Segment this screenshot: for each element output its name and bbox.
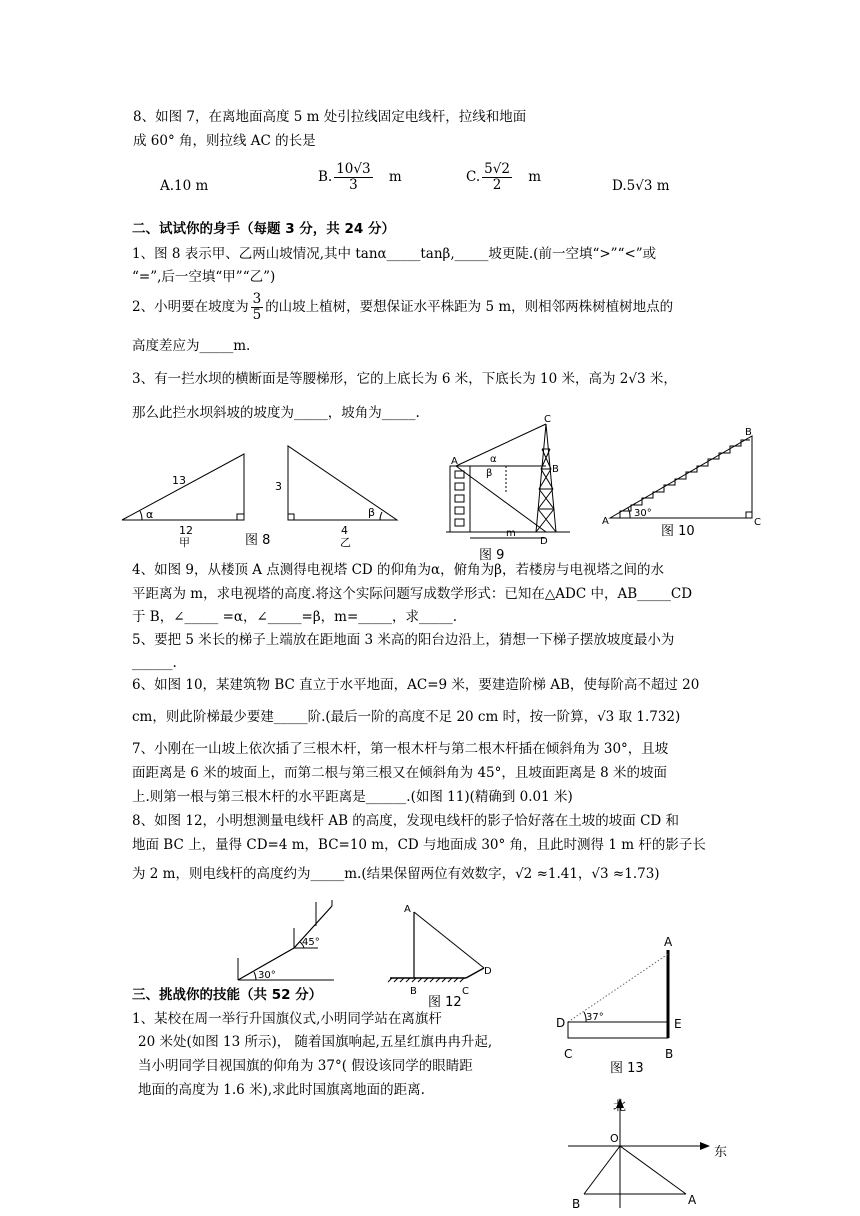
fig12-C: C [462, 986, 469, 997]
figure-compass [560, 1090, 740, 1210]
s2-q4-line-2: 平距离为 m，求电视塔的高度.将这个实际问题写成数学形式：已知在△ADC 中，AB_____CD [132, 586, 693, 602]
s2-q1-line-1: 1、图 8 表示甲、乙两山坡情况,其中 tanα_____tanβ,_____坡更陡.(前一空填“>”“<”或 [132, 246, 657, 262]
fig8-label-yi: 乙 [340, 536, 351, 549]
s2-q7-line-3: 上.则第一根与第三根木杆的水平距离是______.(如图 11)(精确到 0.01 米) [132, 789, 573, 805]
fig8-label-13: 13 [172, 474, 186, 487]
s2-q8-line-2: 地面 BC 上，量得 CD=4 m，BC=10 m，CD 与地面成 30° 角，且此时测得 1 m 杆的影子长 [132, 837, 706, 853]
s2-q8-line-3: 为 2 m，则电线杆的高度约为_____m.(结果保留两位有效数字，√2 ≈1.41，√3 ≈1.73) [132, 866, 660, 882]
fig9-B: B [552, 464, 559, 475]
s3-q1-line-2: 20 米处(如图 13 所示)， 随着国旗响起,五星红旗冉冉升起, [138, 1034, 493, 1050]
figure-11 [234, 898, 354, 986]
s2-q6-line-1: 6、如图 10，某建筑物 BC 直立于水平地面，AC=9 米，要建造阶梯 AB，使每阶高不超过 20 [132, 677, 700, 693]
fig8-triangle-yi [288, 446, 397, 520]
s2-q5-line-1: 5、要把 5 米长的梯子上端放在距地面 3 米高的阳台边沿上，猜想一下梯子摆放坡度最小为 [132, 632, 675, 648]
s2-q7-line-2: 面距离是 6 米的坡面上，而第二根与第三根又在倾斜角为 45°，且坡面距离是 8 米的坡面 [132, 765, 668, 781]
fig10-B: B [745, 427, 752, 438]
fig9-D: D [540, 536, 548, 547]
fig12-B: B [410, 986, 417, 997]
fig9-C: C [544, 414, 551, 425]
fig13-C: C [564, 1047, 573, 1061]
fig9-beta: β [486, 468, 493, 479]
compass-east: 东 [714, 1145, 728, 1160]
fig9-A: A [451, 456, 458, 467]
fig8-label-jia: 甲 [179, 536, 190, 549]
fig13-E: E [674, 1017, 682, 1031]
s2-q4-line-1: 4、如图 9，从楼顶 A 点测得电视塔 CD 的仰角为α，俯角为β，若楼房与电视塔之间的水 [132, 562, 664, 578]
s3-q1-line-4: 地面的高度为 1.6 米),求此时国旗离地面的距离. [138, 1082, 425, 1098]
fig8-label-4: 4 [341, 524, 348, 537]
fig10-C: C [754, 517, 761, 528]
fig12-caption: 图 12 [428, 995, 462, 1010]
q8-line-1: 8、如图 7，在离地面高度 5 m 处引拉线固定电线杆，拉线和地面 [133, 109, 527, 125]
q8-line-2: 成 60° 角，则拉线 AC 的长是 [133, 133, 316, 149]
s2-q2-line-1: 2、小明要在坡度为 $\frac{3}{5}$ 的山坡上植树，要想保证水平株距为 5 m，则相邻两株树植树地点的 [132, 291, 674, 323]
fig10-stairs [620, 440, 750, 518]
fig13-A: A [664, 935, 673, 949]
s2-q7-line-1: 7、小刚在一山坡上依次插了三根木杆，第一根木杆与第二根木杆插在倾斜角为 30°，且坡 [132, 741, 669, 757]
q8-option-d: D.5√3 m [612, 178, 670, 194]
fig11-45: 45° [302, 937, 320, 948]
section3-heading: 三、挑战你的技能（共 52 分） [132, 987, 323, 1003]
compass-B: B [572, 1197, 581, 1210]
fig13-angle: 37° [586, 1012, 604, 1023]
q8-option-c: C. $\frac{5√2}{2}$ m [466, 161, 542, 193]
fig10-angle: 30° [634, 508, 652, 519]
compass-A: A [688, 1193, 697, 1207]
fig12-D: D [484, 966, 492, 977]
s2-q5-line-2: ______. [132, 655, 177, 671]
s2-q4-line-3: 于 B，∠_____ =α，∠_____=β，m=_____，求_____. [132, 609, 458, 625]
s3-q1-line-1: 1、某校在周一举行升国旗仪式,小明同学站在离旗杆 [132, 1011, 442, 1027]
fig9-m: m [506, 528, 516, 539]
fig9-building [450, 466, 470, 532]
fig8-caption: 图 8 [245, 533, 271, 548]
s3-q1-line-3: 当小明同学目视国旗的仰角为 37°( 假设该同学的眼睛距 [138, 1058, 473, 1074]
fig9-alpha: α [490, 454, 497, 465]
s2-q2-line-2: 高度差应为_____m. [132, 338, 251, 354]
fig10-A: A [602, 516, 609, 527]
figure-9 [446, 414, 576, 564]
figure-13 [554, 934, 704, 1076]
fig8-triangle-jia [122, 454, 244, 520]
fig8-label-3: 3 [275, 480, 282, 493]
fig8-beta: β [368, 506, 376, 519]
fig12-A: A [404, 904, 411, 915]
q8-option-a: A.10 m [160, 178, 209, 194]
q8-option-b: B. $\frac{10√3}{3}$ m [318, 161, 402, 193]
figure-8 [118, 440, 418, 550]
fig10-caption: 图 10 [661, 524, 695, 539]
fig8-alpha: α [146, 508, 154, 521]
section2-heading: 二、试试你的身手（每题 3 分，共 24 分） [132, 221, 395, 237]
s2-q6-line-2: cm，则此阶梯最少要建_____阶.(最后一阶的高度不足 20 cm 时，按一阶算，√3 取 1.732) [132, 709, 681, 725]
fig11-30: 30° [258, 970, 276, 981]
s2-q3-line-2: 那么此拦水坝斜坡的坡度为_____，坡角为_____. [132, 405, 420, 421]
s2-q3-line-1: 3、有一拦水坝的横断面是等腰梯形，它的上底长为 6 米，下底长为 10 米，高为 2√3 米， [132, 371, 677, 387]
fig9-caption: 图 9 [479, 548, 505, 563]
fig13-caption: 图 13 [610, 1061, 644, 1076]
fig13-sightline [568, 954, 668, 1022]
figure-12 [386, 898, 502, 1010]
s2-q8-line-1: 8、如图 12，小明想测量电线杆 AB 的高度，发现电线杆的影子恰好落在土坡的坡面 CD 和 [132, 813, 680, 829]
fig8-label-12: 12 [179, 524, 193, 537]
compass-O: O [610, 1132, 619, 1145]
s2-q1-line-2: “=”,后一空填“甲”“乙”) [132, 269, 276, 285]
compass-north: 北 [613, 1099, 627, 1114]
figure-10 [600, 426, 770, 541]
fig13-B: B [665, 1047, 674, 1061]
fig13-D: D [556, 1016, 566, 1030]
